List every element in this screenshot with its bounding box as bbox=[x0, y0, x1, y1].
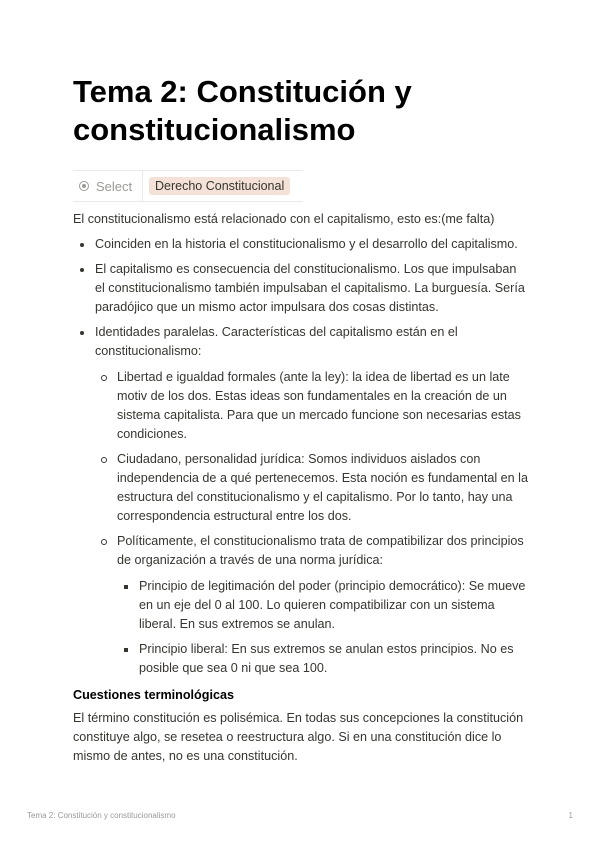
property-row bbox=[73, 170, 303, 202]
intro-paragraph: El constitucionalismo está relacionado con el capitalismo, esto es:(me falta) bbox=[73, 212, 495, 226]
property-key bbox=[73, 171, 143, 201]
document-body bbox=[73, 210, 529, 772]
footer-title: Tema 2: Constitución y constitucionalismo bbox=[27, 811, 176, 820]
bullet-list bbox=[73, 235, 529, 678]
list-item: Políticamente, el constitucionalismo trata de compatibilizar dos principios de organización a través de una norma jurídica: Principio de legitimación del poder (principio democrático): Se mueve en un eje del 0 al 100. Lo quieren compatibilizar con un sistema liberal. En sus extremos se anulan. Principio liberal: En sus extremos se anulan estos principios. No es posible que sea 0 ni que sea 100. bbox=[95, 532, 529, 678]
nested-bullet-list bbox=[117, 577, 529, 678]
list-item: Coinciden en la historia el constitucionalismo y el desarrollo del capitalismo. bbox=[73, 235, 529, 254]
list-item: Ciudadano, personalidad jurídica: Somos individuos aislados con independencia de a qué pertenecemos. Esta noción es fundamental en la estructura del constitucionalismo y el capitalismo. Por lo tanto, hay una correspondencia estructural entre los dos. bbox=[95, 450, 529, 526]
nested-bullet-list bbox=[95, 368, 529, 678]
list-item: El capitalismo es consecuencia del constitucionalismo. Los que impulsaban el constitucionalismo también impulsaban el capitalismo. La burguesía. Sería paradójico que un mismo actor impulsara dos cosas distintas. bbox=[73, 260, 529, 317]
select-circle-icon bbox=[79, 181, 89, 191]
property-key-label: Select bbox=[96, 178, 133, 194]
page-title: Tema 2: Constitución y constitucionalismo bbox=[73, 74, 412, 147]
list-item: Principio liberal: En sus extremos se anulan estos principios. No es posible que sea 0 ni que sea 100. bbox=[117, 640, 529, 678]
page-number: 1 bbox=[568, 811, 573, 820]
category-tag[interactable]: Derecho Constitucional bbox=[149, 177, 290, 195]
section-paragraph: El término constitución es polisémica. En todas sus concepciones la constitución constituye algo, se resetea o reestructura algo. Si en una constitución dice lo mismo de antes, no es una constitución. bbox=[73, 711, 524, 763]
list-item: Libertad e igualdad formales (ante la ley): la idea de libertad es un late motiv de los dos. Estas ideas son fundamentales en la creación de un sistema capitalista. Para que un mercado funcione son necesarias estas condiciones. bbox=[95, 368, 529, 444]
list-item: Identidades paralelas. Características del capitalismo están en el constitucionalismo: Libertad e igualdad formales (ante la ley): la idea de libertad es un late motiv de los dos. Estas ideas son fundamentales en la creación de un sistema capitalista. Para que un mercado funcione son necesarias estas condiciones. Ciudadano, personalidad jurídica: Somos individuos aislados con independencia de a qué pertenecemos. Esta noción es fundamental en la estructura del constitucionalismo y el capitalismo. Por lo tanto, hay una correspondencia estructural entre los dos. Políticamente, el constitucionalismo trata de compatibilizar dos principios de organización a través de una norma jurídica: Principio de legitimación del poder (principio democrático): Se mueve en un eje del 0 al 100. Lo quieren compatibilizar con un sistema liberal. En sus extremos se anulan. Principio liberal: En sus extremos se anulan estos principios. No es posible que sea 0 ni que sea 100. bbox=[73, 323, 529, 678]
list-item: Principio de legitimación del poder (principio democrático): Se mueve en un eje del 0 al 100. Lo quieren compatibilizar con un sistema liberal. En sus extremos se anulan. bbox=[117, 577, 529, 634]
section-heading: Cuestiones terminológicas bbox=[73, 688, 234, 702]
